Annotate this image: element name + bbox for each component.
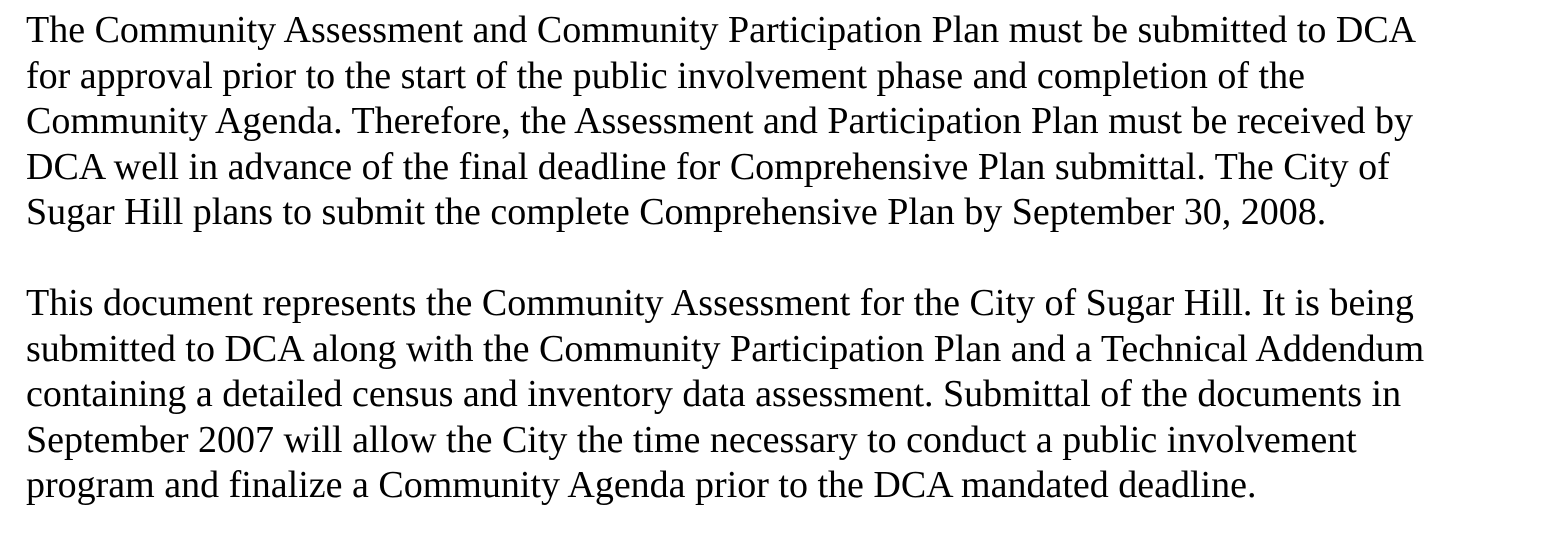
- paragraph-line: Sugar Hill plans to submit the complete Comprehensive Plan by September 30, 2008.: [26, 191, 1327, 233]
- paragraph-spacer: [26, 236, 1526, 282]
- paragraph-line: This document represents the Community Assessment for the City of Sugar Hill. It is being: [26, 282, 1414, 324]
- paragraph-line: submitted to DCA along with the Community Participation Plan and a Technical Addendum: [26, 327, 1425, 370]
- paragraph-line: program and finalize a Community Agenda prior to the DCA mandated deadline.: [26, 464, 1257, 506]
- paragraph-submission-timeline: [26, 8, 1526, 236]
- paragraph-document-purpose: [26, 281, 1526, 509]
- paragraph-line: Community Agenda. Therefore, the Assessment and Participation Plan must be received by: [26, 100, 1414, 142]
- paragraph-line: containing a detailed census and inventory data assessment. Submittal of the documents in: [26, 373, 1402, 415]
- document-page: [26, 8, 1526, 509]
- paragraph-line: The Community Assessment and Community Participation Plan must be submitted to DCA: [26, 9, 1417, 51]
- paragraph-line: DCA well in advance of the final deadline for Comprehensive Plan submittal. The City of: [26, 145, 1390, 188]
- paragraph-line: for approval prior to the start of the public involvement phase and completion of the: [26, 54, 1305, 97]
- paragraph-line: September 2007 will allow the City the time necessary to conduct a public involvement: [26, 418, 1357, 461]
